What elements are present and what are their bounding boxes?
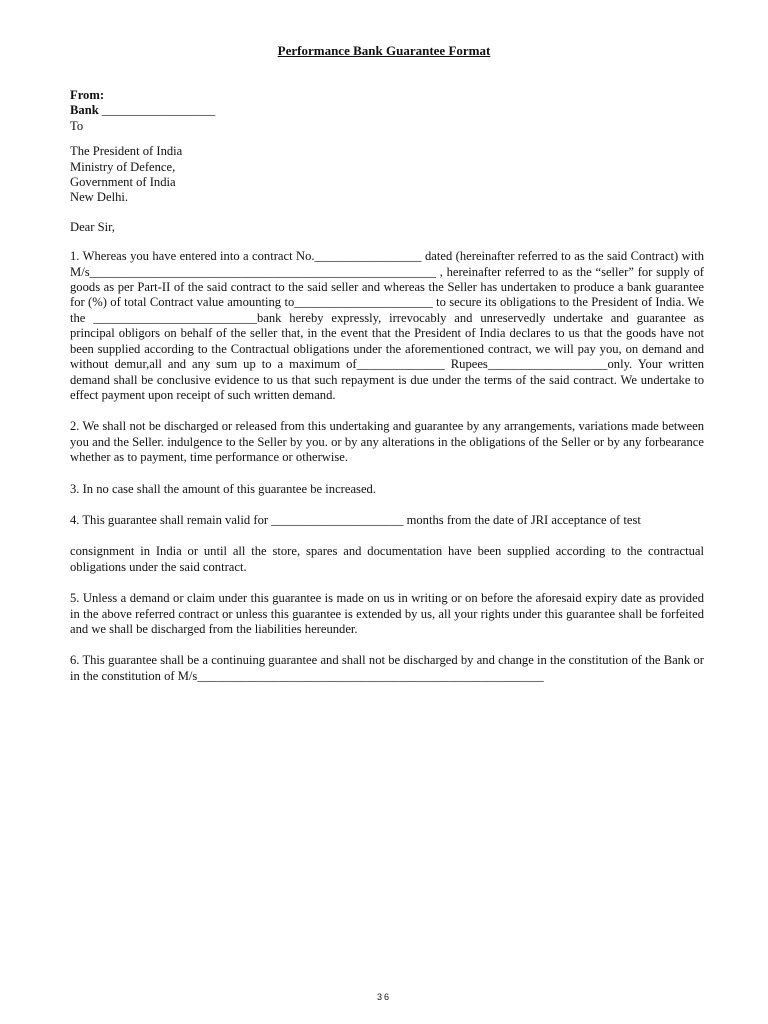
page-number: 36 bbox=[376, 992, 391, 1002]
paragraph-5: 5. Unless a demand or claim under this guarantee is made on us in writing or on before the aforesaid expiry date as provided in the above referred contract or unless this guarantee is extended by us, all your rights under this guarantee shall be forfeited and we shall be discharged from the liabilities hereunder. bbox=[70, 591, 704, 636]
address-block bbox=[70, 144, 704, 206]
bank-label: Bank bbox=[70, 103, 99, 118]
from-label: From: bbox=[70, 88, 105, 102]
document-body bbox=[70, 88, 704, 684]
address-line: Government of India bbox=[70, 175, 176, 190]
address-line: New Delhi. bbox=[70, 190, 129, 205]
paragraph-1: 1. Whereas you have entered into a contract No._________________ dated (hereinafter referred to as the said Contract) with M/s_______________________________________________________ , hereinafter referred to as the “seller” for supply of goods as per Part-II of the said contract to the said seller and whereas the Seller has undertaken to produce a bank guarantee for (%) of total Contract value amounting to______________________ to secure its obligations to the President of India. We the __________________________bank hereby expressly, irrevocably and unreservedly undertake and guarantee as principal obligors on behalf of the seller that, in the event that the President of India declares to us that the goods have not been supplied according to the Contractual obligations under the aforementioned contract, we will pay you, on demand and without demur,all and any sum up to a maximum of______________ Rupees___________________only. Your written demand shall be conclusive evidence to us that such repayment is due under the terms of the said contract. We undertake to effect payment upon receipt of such written demand. bbox=[70, 249, 704, 402]
bank-line bbox=[70, 103, 704, 118]
bank-blank: __________________ bbox=[101, 103, 216, 118]
address-line: The President of India bbox=[70, 144, 183, 159]
paragraph-4b: consignment in India or until all the store, spares and documentation have been supplied according to the contractual obligations under the said contract. bbox=[70, 544, 704, 574]
paragraph-3: 3. In no case shall the amount of this guarantee be increased. bbox=[70, 481, 376, 496]
address-line: Ministry of Defence, bbox=[70, 159, 176, 174]
paragraph-4a: 4. This guarantee shall remain valid for _____________________ months from the date of JRI acceptance of test bbox=[70, 512, 641, 527]
salutation: Dear Sir, bbox=[70, 219, 115, 234]
document-title: Performance Bank Guarantee Format bbox=[277, 43, 491, 58]
paragraph-2: 2. We shall not be discharged or released from this undertaking and guarantee by any arrangements, variations made between you and the Seller. indulgence to the Seller by you. or by any alterations in the obligations of the Seller or by any forbearance whether as to payment, time performance or otherwise. bbox=[70, 419, 704, 465]
paragraph-6: 6. This guarantee shall be a continuing guarantee and shall not be discharged by and change in the constitution of the Bank or in the constitution of M/s_______________________________________________________ bbox=[70, 653, 704, 683]
to-label: To bbox=[70, 118, 84, 133]
